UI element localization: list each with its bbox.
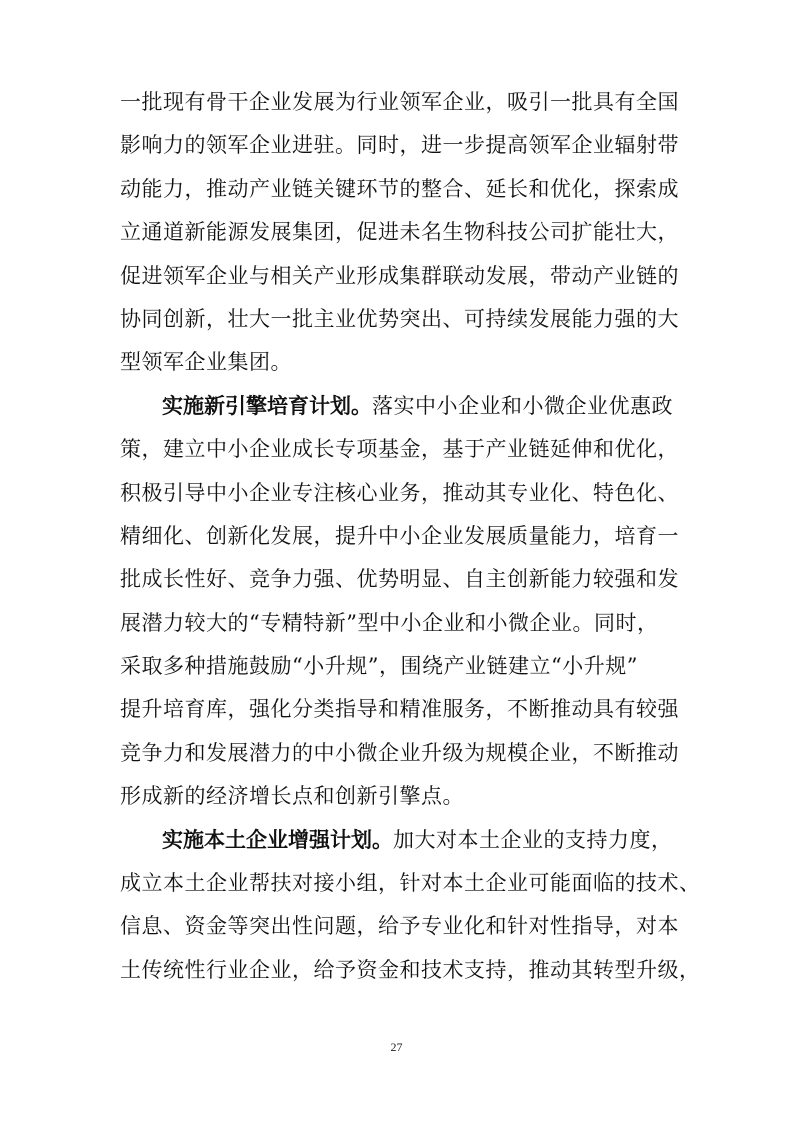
text-line: 批成长性好、竞争力强、优势明显、自主创新能力较强和发 [120,567,679,592]
text-line: 促进领军企业与相关产业形成集群联动发展，带动产业链的 [120,263,679,288]
text-line: 影响力的领军企业进驻。同时，进一步提高领军企业辐射带 [120,133,679,158]
text-line: 策，建立中小企业成长专项基金，基于产业链延伸和优化， [120,437,679,462]
text-line: 动能力，推动产业链关键环节的整合、延长和优化，探索成 [120,176,679,201]
text-line: 展潜力较大的“专精特新”型中小企业和小微企业。同时， [120,610,659,635]
text-line: 竞争力和发展潜力的中小微企业升级为规模企业，不断推动 [120,740,679,765]
text-line: 型领军企业集团。 [120,350,292,375]
text-run: 加大对本土企业的支持力度， [393,827,673,852]
text-line: 立通道新能源发展集团，促进未名生物科技公司扩能壮大， [120,220,679,245]
text-line: 成立本土企业帮扶对接小组，针对本土企业可能面临的技术、 [120,871,701,896]
text-line: 采取多种措施鼓励“小升规”，围绕产业链建立“小升规” [120,654,638,679]
text-line: 土传统性行业企业，给予资金和技术支持，推动其转型升级， [120,957,701,982]
paragraph-start-line [120,385,680,428]
text-line: 信息、资金等突出性问题，给予专业化和针对性指导，对本 [120,914,679,939]
text-line: 积极引导中小企业专注核心业务，推动其专业化、特色化、 [120,480,679,505]
text-line: 协同创新，壮大一批主业优势突出、可持续发展能力强的大 [120,306,679,331]
text-line: 精细化、创新化发展，提升中小企业发展质量能力，培育一 [120,523,679,548]
page-number: 27 [390,1040,403,1054]
text-line: 形成新的经济增长点和创新引擎点。 [120,784,464,809]
text-run: 落实中小企业和小微企业优惠政 [372,393,673,418]
body-text [120,81,701,992]
text-line: 一批现有骨干企业发展为行业领军企业，吸引一批具有全国 [120,90,679,114]
section-heading-new-engine: 实施新引擎培育计划。 [162,393,372,418]
paragraph-start-line [120,819,680,862]
text-line: 提升培育库，强化分类指导和精准服务，不断推动具有较强 [120,697,679,722]
section-heading-local-enterprise: 实施本土企业增强计划。 [162,827,393,852]
